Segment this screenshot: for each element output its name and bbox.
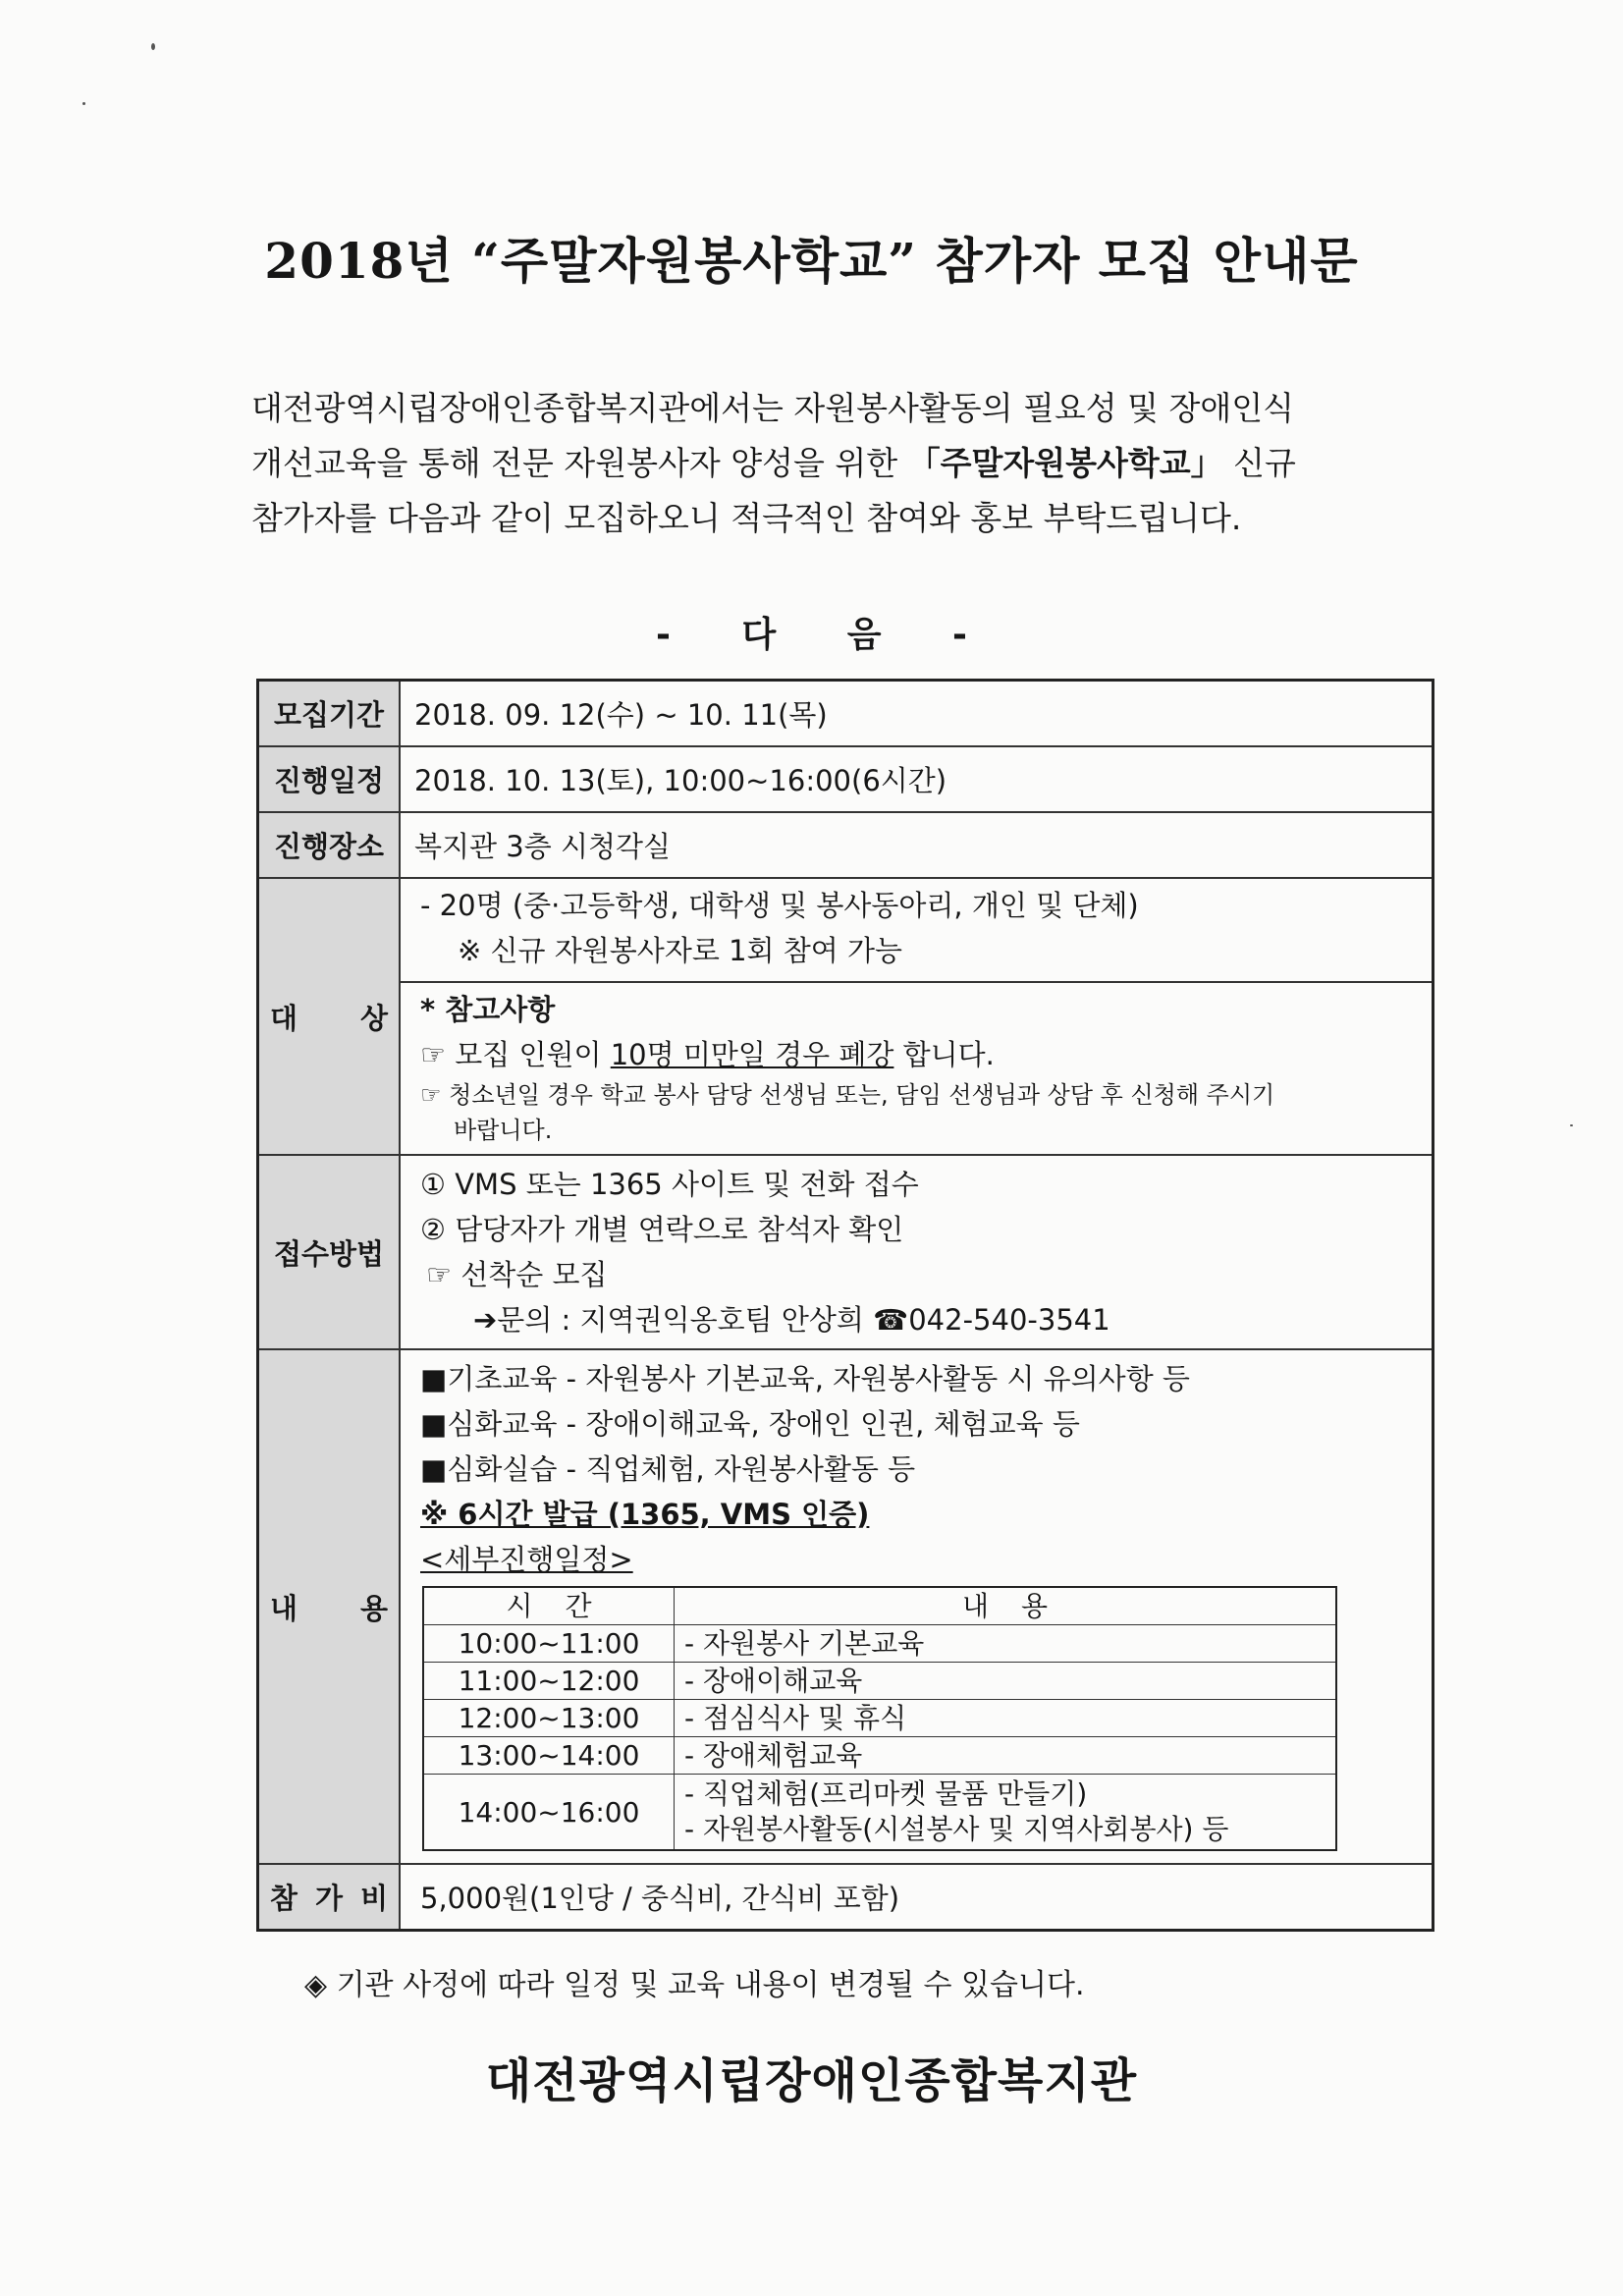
intro-text: 개선교육을 통해 전문 자원봉사자 양성을 위한 bbox=[251, 444, 908, 482]
table-row bbox=[258, 878, 1434, 1155]
apply-line: ② 담당자가 개별 연락으로 참석자 확인 bbox=[420, 1213, 904, 1246]
scan-speck bbox=[151, 43, 155, 50]
period-value: 2018. 09. 12(수) ~ 10. 11(목) bbox=[400, 681, 1434, 747]
row-label: 참 가 비 bbox=[258, 1864, 401, 1931]
header-time: 시 간 bbox=[423, 1587, 675, 1625]
intro-line: 대전광역시립장애인종합복지관에서는 자원봉사활동의 필요성 및 장애인식 bbox=[251, 389, 1295, 427]
header-content: 내 용 bbox=[675, 1587, 1337, 1625]
apply-line: ☞ 선착순 모집 bbox=[426, 1258, 608, 1291]
row-label: 접수방법 bbox=[258, 1155, 401, 1349]
program-name: 「주말자원봉사학교」 bbox=[907, 444, 1223, 482]
detail-schedule-table bbox=[422, 1586, 1337, 1851]
schedule-row bbox=[423, 1663, 1336, 1700]
schedule-content bbox=[675, 1775, 1337, 1851]
intro-paragraph bbox=[251, 381, 1376, 546]
row-label: 모집기간 bbox=[258, 681, 401, 747]
schedule-content: - 장애체험교육 bbox=[675, 1737, 1337, 1775]
note-line: 바랍니다. bbox=[454, 1117, 553, 1144]
table-row bbox=[258, 681, 1434, 747]
place-value: 복지관 3층 시청각실 bbox=[400, 812, 1434, 878]
table-row bbox=[258, 1864, 1434, 1931]
schedule-content: - 자원봉사 기본교육 bbox=[675, 1625, 1337, 1663]
note-text: ☞ 모집 인원이 bbox=[420, 1038, 611, 1071]
contact-line: ➔문의 : 지역권익옹호팀 안상희 ☎042-540-3541 bbox=[473, 1303, 1110, 1337]
intro-line bbox=[251, 436, 1376, 491]
schedule-content: - 점심식사 및 휴식 bbox=[675, 1700, 1337, 1737]
fee-value: 5,000원(1인당 / 중식비, 간식비 포함) bbox=[400, 1864, 1434, 1931]
schedule-header bbox=[423, 1587, 1336, 1625]
schedule-time: 10:00~11:00 bbox=[423, 1625, 675, 1663]
target-line: ※ 신규 자원봉사자로 1회 참여 가능 bbox=[458, 934, 903, 967]
schedule-time: 12:00~13:00 bbox=[423, 1700, 675, 1737]
content-cell bbox=[400, 1349, 1434, 1864]
note-text: 합니다. bbox=[893, 1038, 995, 1071]
schedule-content-line: - 직업체험(프리마켓 물품 만들기) bbox=[684, 1777, 1088, 1810]
schedule-row bbox=[423, 1700, 1336, 1737]
document-title: 2018년 “주말자원봉사학교” 참가자 모집 안내문 bbox=[264, 232, 1359, 290]
content-line: ■심화실습 - 직업체험, 자원봉사활동 등 bbox=[420, 1452, 916, 1486]
note-title: * 참고사항 bbox=[420, 993, 556, 1026]
info-table bbox=[256, 679, 1434, 1932]
certificate-note: ※ 6시간 발급 (1365, VMS 인증) bbox=[420, 1498, 870, 1531]
target-subtable bbox=[401, 879, 1432, 1154]
schedule-subtitle: <세부진행일정> bbox=[420, 1543, 633, 1576]
schedule-value: 2018. 10. 13(토), 10:00~16:00(6시간) bbox=[400, 746, 1434, 812]
scan-speck bbox=[1570, 1124, 1573, 1126]
schedule-row bbox=[423, 1625, 1336, 1663]
section-marker: - 다 음 - bbox=[655, 615, 968, 655]
target-line: - 20명 (중·고등학생, 대학생 및 봉사동아리, 개인 및 단체) bbox=[420, 889, 1139, 922]
table-row bbox=[258, 746, 1434, 812]
table-row bbox=[258, 1155, 1434, 1349]
row-label: 진행장소 bbox=[258, 812, 401, 878]
apply-cell bbox=[400, 1155, 1434, 1349]
schedule-row bbox=[423, 1737, 1336, 1775]
apply-line: ① VMS 또는 1365 사이트 및 전화 접수 bbox=[420, 1168, 919, 1201]
row-label: 내 용 bbox=[258, 1349, 401, 1864]
organization-name: 대전광역시립장애인종합복지관 bbox=[485, 2053, 1138, 2108]
schedule-row bbox=[423, 1775, 1336, 1851]
row-label: 대 상 bbox=[258, 878, 401, 1155]
note-line bbox=[420, 1032, 1412, 1077]
footnote: ◈ 기관 사정에 따라 일정 및 교육 내용이 변경될 수 있습니다. bbox=[304, 1968, 1085, 2002]
cancel-condition: 10명 미만일 경우 폐강 bbox=[610, 1038, 894, 1071]
table-row bbox=[258, 812, 1434, 878]
schedule-content-line: - 자원봉사활동(시설봉사 및 지역사회봉사) 등 bbox=[684, 1813, 1229, 1845]
note-line: ☞ 청소년일 경우 학교 봉사 담당 선생님 또는, 담임 선생님과 상담 후 신청해 주시기 bbox=[420, 1081, 1275, 1109]
scan-speck bbox=[82, 102, 85, 105]
intro-line: 참가자를 다음과 같이 모집하오니 적극적인 참여와 홍보 부탁드립니다. bbox=[251, 499, 1242, 537]
content-line: ■심화교육 - 장애이해교육, 장애인 인권, 체험교육 등 bbox=[420, 1407, 1080, 1441]
schedule-time: 14:00~16:00 bbox=[423, 1775, 675, 1851]
intro-text: 신규 bbox=[1222, 444, 1296, 482]
schedule-time: 13:00~14:00 bbox=[423, 1737, 675, 1775]
content-line: ■기초교육 - 자원봉사 기본교육, 자원봉사활동 시 유의사항 등 bbox=[420, 1362, 1190, 1395]
schedule-content: - 장애이해교육 bbox=[675, 1663, 1337, 1700]
target-cell bbox=[400, 878, 1434, 1155]
schedule-time: 11:00~12:00 bbox=[423, 1663, 675, 1700]
row-label: 진행일정 bbox=[258, 746, 401, 812]
table-row bbox=[258, 1349, 1434, 1864]
